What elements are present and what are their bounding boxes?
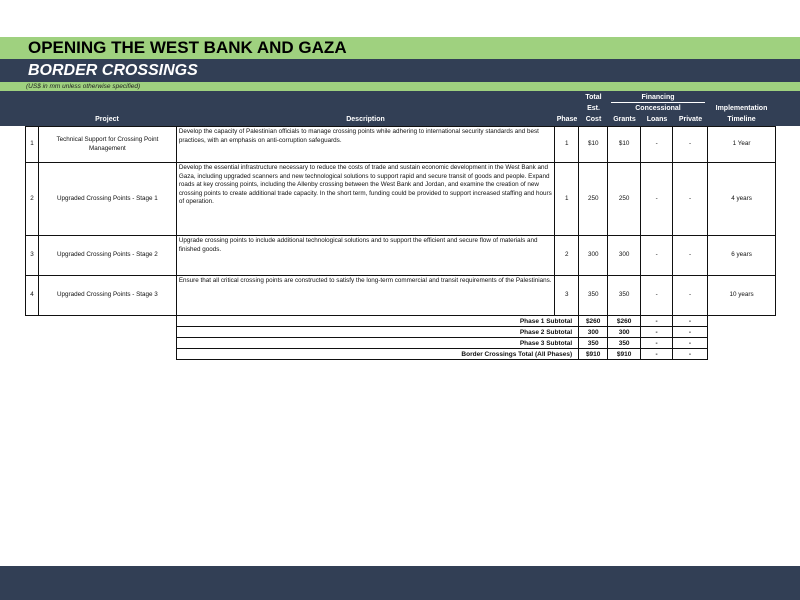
subtotal-grants: 300 xyxy=(608,327,641,338)
subtotal-grants: $260 xyxy=(608,316,641,327)
subtotal-row xyxy=(177,349,708,360)
currency-note: (US$ in mm unless otherwise specified) xyxy=(0,82,800,91)
cell-loans: - xyxy=(641,127,673,163)
header-description: Description xyxy=(346,116,385,123)
cell-phase: 1 xyxy=(555,127,579,163)
cell-cost: 300 xyxy=(579,236,608,276)
subtotal-label: Phase 2 Subtotal xyxy=(177,327,579,338)
cell-cost: 250 xyxy=(579,163,608,236)
cell-cost: 350 xyxy=(579,276,608,316)
header-implementation: Implementation xyxy=(715,105,768,112)
cell-description: Ensure that all critical crossing points are constructed to satisfy the long-term commercial and transit requirements of the Palestinians. xyxy=(176,276,554,316)
cell-grants: 300 xyxy=(608,236,641,276)
subtotal-row xyxy=(177,338,708,349)
cell-loans: - xyxy=(641,236,673,276)
cell-cost: $10 xyxy=(579,127,608,163)
cell-project: Upgraded Crossing Points - Stage 3 xyxy=(38,276,176,316)
cell-private: - xyxy=(673,236,708,276)
subtotal-cost: 300 xyxy=(579,327,608,338)
table-header xyxy=(0,91,800,126)
cell-project: Upgraded Crossing Points - Stage 1 xyxy=(38,163,176,236)
cell-timeline: 10 years xyxy=(708,276,776,316)
projects-table xyxy=(25,126,776,316)
header-total: Total xyxy=(585,94,602,101)
header-project: Project xyxy=(95,116,119,123)
cell-private: - xyxy=(673,127,708,163)
header-cost: Cost xyxy=(585,116,602,123)
cell-loans: - xyxy=(641,276,673,316)
subtotal-label: Phase 3 Subtotal xyxy=(177,338,579,349)
header-grants: Grants xyxy=(613,116,636,123)
subtotal-row xyxy=(177,316,708,327)
cell-timeline: 6 years xyxy=(708,236,776,276)
subtotal-loans: - xyxy=(641,327,673,338)
subtotal-private: - xyxy=(673,349,708,360)
cell-num: 4 xyxy=(26,276,39,316)
subtotal-row xyxy=(177,327,708,338)
section-title: BORDER CROSSINGS xyxy=(0,59,800,82)
header-timeline: Timeline xyxy=(727,116,756,123)
header-concessional: Concessional xyxy=(635,105,681,112)
table-row xyxy=(26,163,776,236)
subtotal-cost: 350 xyxy=(579,338,608,349)
header-phase: Phase xyxy=(556,116,578,123)
header-private: Private xyxy=(678,116,703,123)
header-financing: Financing xyxy=(611,94,705,103)
cell-num: 2 xyxy=(26,163,39,236)
page-title: OPENING THE WEST BANK AND GAZA xyxy=(0,37,800,59)
cell-phase: 2 xyxy=(555,236,579,276)
table-row xyxy=(26,276,776,316)
cell-description: Develop the essential infrastructure necessary to reduce the costs of trade and sustain economic development in the West Bank and Gaza, including upgraded scanners and new technological solutions to support rapid and secure transit of goods and people. Expand roads at key crossing points, including the Allenby crossing between the West Bank and Jordan, and examine the creation of new crossing points to create additional trade capacity. In the short term, funding could be provided to support increased staffing and hours of operation. xyxy=(176,163,554,236)
cell-timeline: 1 Year xyxy=(708,127,776,163)
cell-description: Develop the capacity of Palestinian officials to manage crossing points while adhering to international security standards and best practices, with an emphasis on anti-corruption safeguards. xyxy=(176,127,554,163)
cell-phase: 3 xyxy=(555,276,579,316)
table-row xyxy=(26,236,776,276)
subtotal-grants: $910 xyxy=(608,349,641,360)
footer-bar xyxy=(0,566,800,600)
subtotal-private: - xyxy=(673,327,708,338)
subtotal-cost: $260 xyxy=(579,316,608,327)
cell-loans: - xyxy=(641,163,673,236)
cell-private: - xyxy=(673,163,708,236)
subtotal-loans: - xyxy=(641,316,673,327)
cell-grants: 350 xyxy=(608,276,641,316)
subtotal-cost: $910 xyxy=(579,349,608,360)
cell-description: Upgrade crossing points to include additional technological solutions and to support the efficient and secure flow of materials and finished goods. xyxy=(176,236,554,276)
cell-num: 3 xyxy=(26,236,39,276)
cell-num: 1 xyxy=(26,127,39,163)
cell-timeline: 4 years xyxy=(708,163,776,236)
cell-private: - xyxy=(673,276,708,316)
cell-grants: $10 xyxy=(608,127,641,163)
subtotals-table xyxy=(176,315,708,360)
subtotal-label: Phase 1 Subtotal xyxy=(177,316,579,327)
subtotal-grants: 350 xyxy=(608,338,641,349)
subtotal-private: - xyxy=(673,316,708,327)
cell-phase: 1 xyxy=(555,163,579,236)
subtotal-private: - xyxy=(673,338,708,349)
subtotal-loans: - xyxy=(641,349,673,360)
cell-project: Technical Support for Crossing Point Management xyxy=(38,127,176,163)
header-loans: Loans xyxy=(646,116,668,123)
header-est: Est. xyxy=(587,105,600,112)
subtotal-label: Border Crossings Total (All Phases) xyxy=(177,349,579,360)
subtotal-loans: - xyxy=(641,338,673,349)
cell-project: Upgraded Crossing Points - Stage 2 xyxy=(38,236,176,276)
table-row xyxy=(26,127,776,163)
cell-grants: 250 xyxy=(608,163,641,236)
